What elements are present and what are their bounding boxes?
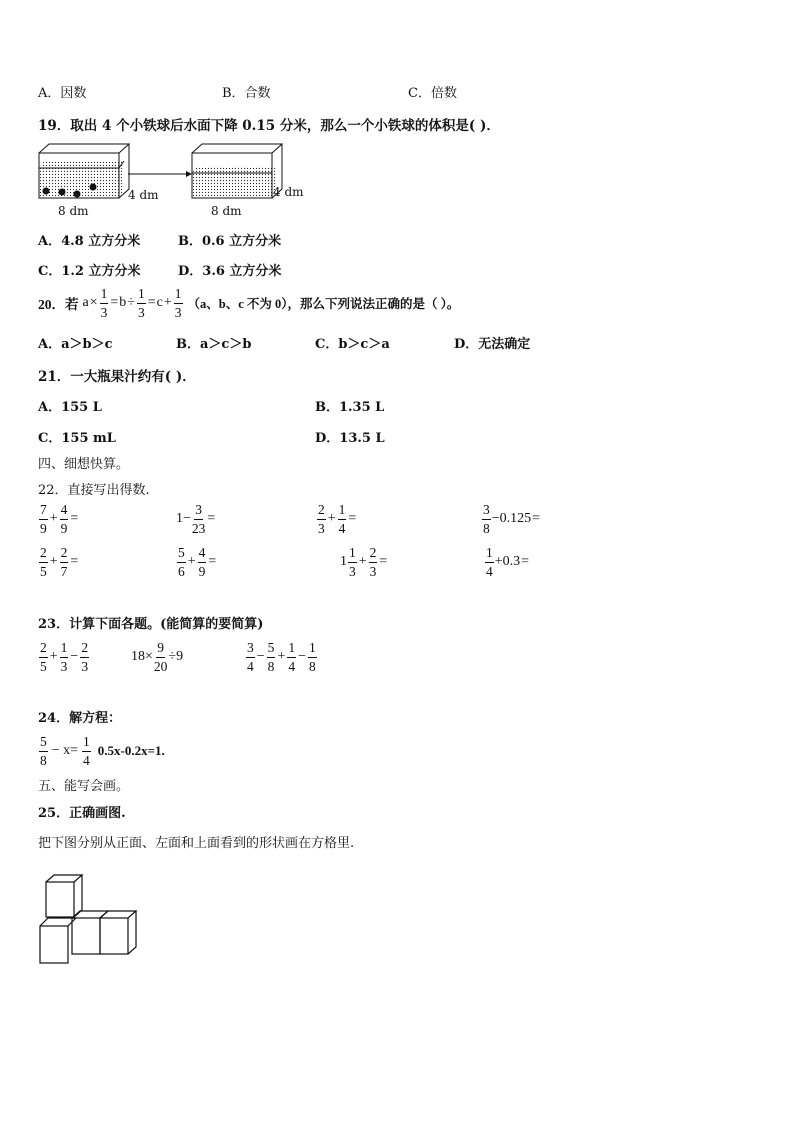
plus-sign: + (163, 295, 172, 310)
frac-num: 1 (137, 287, 146, 304)
math-token: 3 (349, 563, 356, 579)
math-token: − x= (51, 743, 79, 758)
math-token: 8 (483, 520, 490, 536)
q19-stem: 19．取出 4 个小铁球后水面下降 0.15 分米，那么一个小铁球的体积是( )． (38, 118, 500, 134)
math-token: 8 (40, 752, 47, 768)
q24-equation-1 (38, 735, 165, 767)
math-token: 1− (176, 511, 191, 526)
var-b: b (119, 295, 127, 310)
math-token: = (379, 554, 388, 569)
math-token: 3 (246, 641, 255, 658)
equals-sign: = (110, 295, 119, 310)
math-token: 1 (485, 546, 494, 563)
q22-stem: 22．直接写出得数. (38, 483, 150, 498)
math-token: 4 (198, 546, 207, 563)
right-tank (192, 144, 282, 198)
math-token: 1 (287, 641, 296, 658)
math-token: 5 (40, 658, 47, 674)
section-5-heading: 五、能写会画。 (38, 779, 130, 794)
q23-expr-3 (245, 641, 318, 673)
q21-stem: 21．一大瓶果汁约有( )． (38, 369, 196, 385)
q21-option-c: C．155 mL (38, 431, 116, 446)
times-sign: × (89, 295, 98, 310)
right-tank-height: 4 dm (273, 185, 304, 199)
math-token: 3 (318, 520, 325, 536)
q21-option-b: B．1.35 L (315, 400, 385, 415)
math-token: −0.125 (491, 511, 532, 526)
q20-option-c: C．b＞c＞a (315, 337, 390, 352)
math-token: = (521, 554, 530, 569)
equals-sign: = (147, 295, 156, 310)
math-token: 6 (178, 563, 185, 579)
math-token: 4 (60, 503, 69, 520)
q18-option-c: C．倍数 (408, 86, 457, 101)
left-tank-width: 8 dm (58, 204, 89, 218)
math-token: 2 (39, 641, 48, 658)
q22-expr-6 (176, 546, 217, 578)
q23-expr-1 (38, 641, 90, 673)
math-token: + (358, 554, 367, 569)
q20-option-d: D．无法确定 (454, 337, 531, 352)
q20-prefix: 20．若 (38, 297, 79, 312)
math-token: 8 (308, 658, 316, 674)
frac-den: 3 (100, 304, 108, 320)
math-token: 18× (131, 649, 153, 664)
math-token: = (532, 511, 541, 526)
q23-expr-2 (131, 641, 183, 673)
math-token: 5 (267, 641, 276, 658)
q22-expr-8 (484, 546, 530, 578)
math-token: + (49, 649, 58, 664)
math-token: 3 (369, 563, 377, 579)
cube-top-front (46, 882, 74, 917)
math-token: 3 (194, 503, 203, 520)
math-token: 3 (60, 658, 68, 674)
math-token: = (208, 554, 217, 569)
math-token: 7 (39, 503, 48, 520)
math-token: 4 (247, 658, 254, 674)
math-token: 5 (40, 563, 47, 579)
math-token: 2 (317, 503, 326, 520)
q22-expr-2 (176, 503, 216, 535)
math-token: 4 (83, 752, 90, 768)
q19-option-c: C．1.2 立方分米 (38, 264, 141, 279)
math-token: + (49, 554, 58, 569)
q23-stem: 23．计算下面各题。(能简算的要简算) (38, 617, 264, 632)
left-tank (39, 144, 129, 198)
var-c: c (156, 295, 163, 310)
q18-option-b: B．合数 (222, 86, 271, 101)
var-a: a (82, 295, 89, 310)
divide-sign: ÷ (127, 295, 135, 310)
frac-den: 3 (174, 304, 182, 320)
frac-den: 3 (137, 304, 145, 320)
math-token: 1 (340, 554, 347, 569)
math-token: 4 (486, 563, 493, 579)
iron-ball-4 (90, 184, 97, 191)
math-token: ÷9 (168, 649, 184, 664)
math-token: 3 (482, 503, 491, 520)
q21-option-d: D．13.5 L (315, 431, 385, 446)
math-token: 1 (308, 641, 317, 658)
math-token: 4 (338, 520, 346, 536)
math-token: 2 (60, 546, 69, 563)
q20-option-a: A．a＞b＞c (38, 337, 113, 352)
q20-option-b: B．a＞c＞b (176, 337, 252, 352)
math-token: +0.3 (494, 554, 521, 569)
q25-instruction: 把下图分别从正面、左面和上面看到的形状画在方格里. (38, 836, 355, 851)
section-4-heading: 四、细想快算。 (38, 457, 130, 472)
math-token: = (70, 554, 79, 569)
math-token: + (49, 511, 58, 526)
math-token: 1 (60, 641, 69, 658)
cube-bottom-middle-front (72, 918, 100, 954)
math-token: 9 (60, 520, 68, 536)
math-token: 2 (80, 641, 89, 658)
q21-option-a: A．155 L (38, 400, 102, 415)
cube-stack-figure (36, 868, 140, 968)
q19-option-a: A．4.8 立方分米 (38, 234, 141, 249)
math-token: = (348, 511, 357, 526)
q22-expr-5 (38, 546, 79, 578)
q19-option-d: D．3.6 立方分米 (178, 264, 282, 279)
math-token: 2 (369, 546, 378, 563)
q24-stem: 24．解方程： (38, 711, 122, 726)
q18-option-a: A．因数 (38, 86, 87, 101)
math-token: 8 (267, 658, 275, 674)
math-token: 7 (60, 563, 68, 579)
cube-bottom-left-front (40, 926, 68, 963)
math-token: − (298, 649, 306, 664)
q24-equation-2: 0.5x-0.2x=1. (97, 743, 165, 758)
math-token: + (327, 511, 336, 526)
math-token: − (70, 649, 79, 664)
iron-ball-1 (43, 188, 50, 195)
q22-expr-7 (340, 546, 388, 578)
math-token: 1 (338, 503, 347, 520)
right-tank-width: 8 dm (211, 204, 242, 218)
iron-ball-2 (59, 189, 66, 196)
math-token: − (256, 649, 265, 664)
q19-option-b: B．0.6 立方分米 (178, 234, 282, 249)
left-tank-height: 4 dm (128, 188, 159, 202)
math-token: 5 (39, 735, 48, 752)
math-token: = (207, 511, 216, 526)
math-token: = (70, 511, 79, 526)
q20-stem (38, 287, 459, 319)
math-token: 9 (198, 563, 206, 579)
q22-expr-3 (316, 503, 357, 535)
math-token: 23 (191, 520, 206, 536)
q25-stem: 25．正确画图. (38, 806, 126, 821)
q20-suffix: （a、b、c 不为 0），那么下列说法正确的是（ ）。 (187, 297, 460, 311)
frac-num: 1 (174, 287, 183, 304)
math-token: + (187, 554, 196, 569)
math-token: 3 (81, 658, 89, 674)
math-token: 9 (40, 520, 47, 536)
math-token: 20 (153, 658, 168, 674)
iron-ball-3 (74, 191, 81, 198)
math-token: 1 (82, 735, 91, 752)
cube-bottom-right-front (100, 918, 128, 954)
math-token: 1 (348, 546, 357, 563)
math-token: 2 (39, 546, 48, 563)
q22-expr-4 (481, 503, 541, 535)
frac-num: 1 (100, 287, 109, 304)
q22-expr-1 (38, 503, 79, 535)
math-token: 9 (156, 641, 165, 658)
math-token: + (277, 649, 286, 664)
math-token: 4 (288, 658, 296, 674)
math-token: 5 (177, 546, 186, 563)
